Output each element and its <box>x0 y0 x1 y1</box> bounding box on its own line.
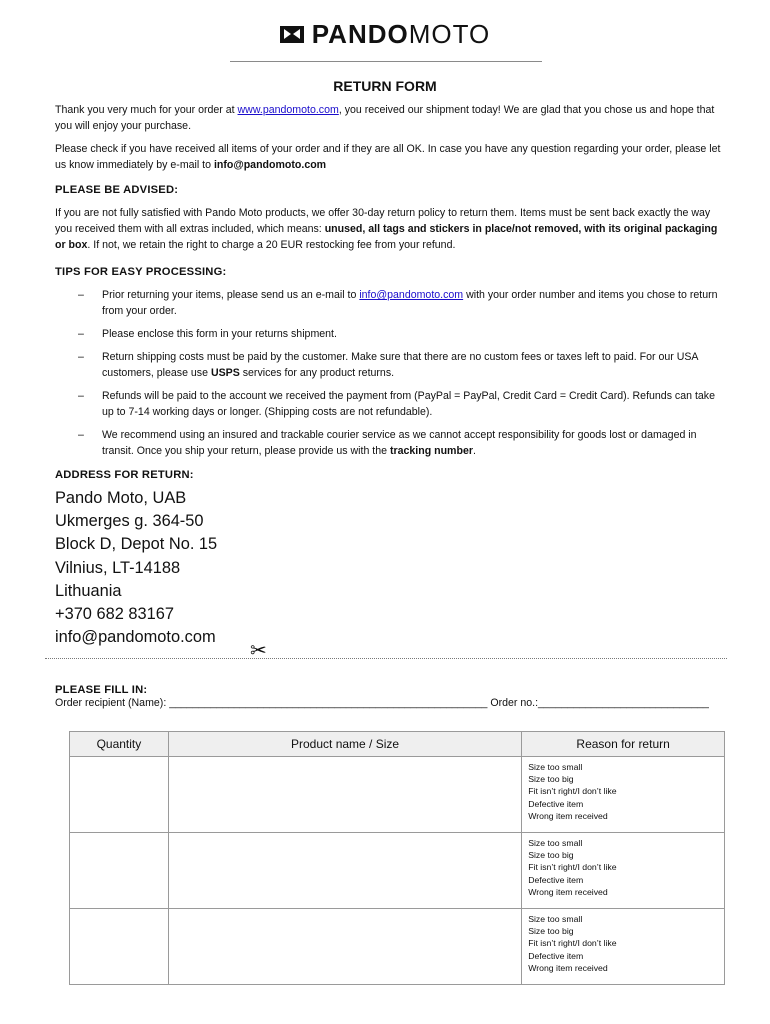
quantity-cell[interactable] <box>70 909 169 985</box>
reason-option: Defective item <box>528 798 584 809</box>
address-line: Pando Moto, UAB <box>55 489 187 507</box>
address-email: info@pandomoto.com <box>55 628 216 647</box>
recipient-label: Order recipient (Name): <box>55 697 167 709</box>
advised-paragraph: If you are not fully satisfied with Pando Moto products, we offer 30-day return policy to return them. Items must be sent back exactly the way you received them with all extras included, which means: unused, all tags and stickers in place/not removed, with its original packaging or box. If not, we retain the right to charge a 20 EUR restocking fee from your refund. <box>55 207 718 251</box>
address-line: Vilnius, LT-14188 <box>55 558 181 577</box>
order-number-label: Order no.: <box>490 697 539 709</box>
reason-option: Size too big <box>528 926 574 937</box>
reason-cell[interactable] <box>522 757 725 833</box>
table-row <box>70 909 725 985</box>
address-line: Ukmerges g. 364-50 <box>55 512 204 531</box>
product-header: Product name / Size <box>168 732 521 757</box>
reason-option: Fit isn’t right/I don’t like <box>528 786 617 797</box>
reason-option: Wrong item received <box>528 810 608 821</box>
product-cell[interactable] <box>168 833 521 909</box>
address-line: Block D, Depot No. 15 <box>55 535 218 554</box>
product-cell[interactable] <box>168 757 521 833</box>
reason-option: Defective item <box>528 950 584 961</box>
reason-option: Defective item <box>528 874 584 885</box>
advised-heading: PLEASE BE ADVISED: <box>55 184 179 196</box>
reason-option: Size too small <box>528 914 583 924</box>
email-link[interactable]: info@pandomoto.com <box>359 289 464 301</box>
list-item: – Refunds will be paid to the account we received the payment from (PayPal = PayPal, Credit Card = Credit Card). Refunds can take up to 7-14 working days or longer. (Shipping costs are not refundable). <box>78 390 715 418</box>
return-address <box>55 487 217 649</box>
address-line: Lithuania <box>55 581 122 600</box>
cut-line <box>45 658 727 659</box>
table-row <box>70 833 725 909</box>
header-divider <box>230 61 542 62</box>
quantity-header: Quantity <box>70 732 169 757</box>
table-row <box>70 757 725 833</box>
pandomoto-logo-icon <box>280 26 304 43</box>
return-items-table <box>69 731 725 985</box>
order-details-line <box>55 697 709 709</box>
website-link[interactable]: www.pandomoto.com <box>237 104 339 116</box>
fill-in-heading: PLEASE FILL IN: <box>55 684 148 696</box>
intro-paragraph-2: Please check if you have received all items of your order and if they are all OK. In case you have any question regarding your order, please let us know immediately by e-mail to info@pandomoto.com <box>55 143 721 171</box>
reason-option: Wrong item received <box>528 886 608 897</box>
quantity-cell[interactable] <box>70 757 169 833</box>
reason-cell[interactable] <box>522 833 725 909</box>
quantity-cell[interactable] <box>70 833 169 909</box>
reason-option: Size too big <box>528 850 574 861</box>
order-number-field[interactable]: _____________________________ <box>538 697 709 709</box>
recipient-field[interactable]: ______________________________________________________ <box>169 697 488 709</box>
reason-option: Size too big <box>528 774 574 785</box>
intro-paragraph-1: Thank you very much for your order at www.pandomoto.com, you received our shipment today! We are glad that you chose us and hope that you will enjoy your purchase. <box>55 104 715 132</box>
page-title: RETURN FORM <box>333 78 437 94</box>
reason-option: Size too small <box>528 838 583 848</box>
address-heading: ADDRESS FOR RETURN: <box>55 469 194 481</box>
list-item: – Return shipping costs must be paid by the customer. Make sure that there are no custom fees or taxes left to paid. For our USA customers, please use USPS services for any product returns. <box>78 351 698 379</box>
reason-option: Wrong item received <box>528 962 608 973</box>
reason-option: Fit isn’t right/I don’t like <box>528 862 617 873</box>
reason-cell[interactable] <box>522 909 725 985</box>
tips-heading: TIPS FOR EASY PROCESSING: <box>55 266 227 278</box>
pandomoto-logo <box>0 18 770 50</box>
product-cell[interactable] <box>168 909 521 985</box>
list-item: – Please enclose this form in your returns shipment. <box>78 328 337 340</box>
list-item: – Prior returning your items, please send us an e-mail to info@pandomoto.com with your order number and items you chose to return from your order. <box>78 289 718 317</box>
reason-header: Reason for return <box>522 732 725 757</box>
scissors-icon: ✂ <box>250 640 267 662</box>
reason-option: Size too small <box>528 762 583 772</box>
logo-wordmark: PANDOMOTO <box>311 19 491 49</box>
support-email: info@pandomoto.com <box>213 159 327 171</box>
table-header-row <box>70 732 725 757</box>
address-phone: +370 682 83167 <box>55 605 174 624</box>
list-item: – We recommend using an insured and trackable courier service as we cannot accept responsibility for goods lost or damaged in transit. Once you ship your return, please provide us with the tracking number. <box>78 429 697 457</box>
reason-option: Fit isn’t right/I don’t like <box>528 938 617 949</box>
